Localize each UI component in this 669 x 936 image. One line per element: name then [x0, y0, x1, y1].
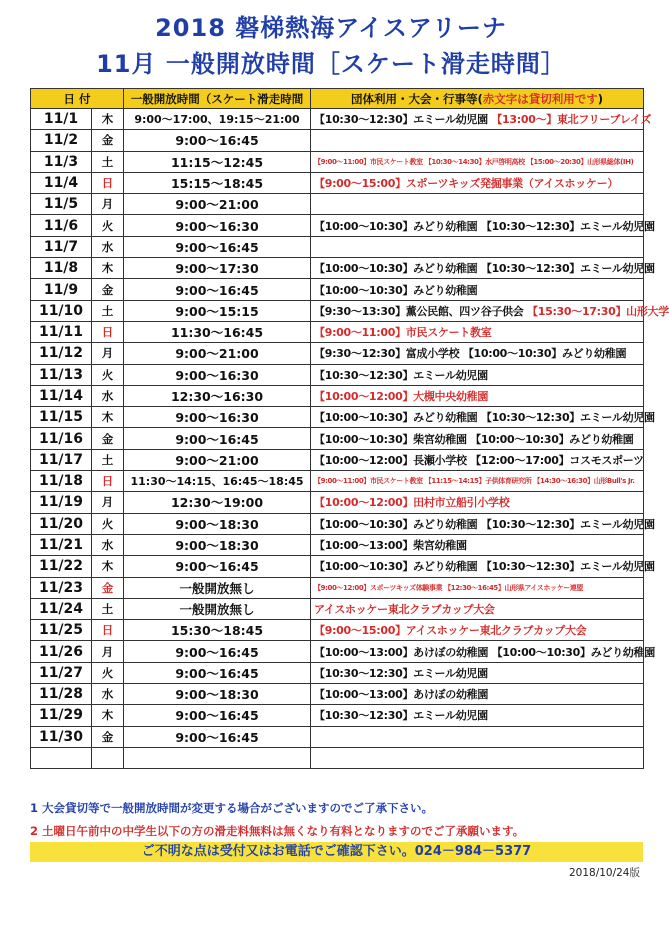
event-entry: 【15:30～17:30】山形大学 — [527, 304, 669, 318]
header-time: 一般開放時間（スケート滑走時間 — [124, 89, 311, 109]
row-day: 月 — [92, 343, 124, 364]
table-row — [31, 598, 644, 619]
row-events — [311, 471, 644, 492]
row-time: 9:00～16:45 — [124, 130, 311, 151]
row-time: 9:00～16:45 — [124, 428, 311, 449]
row-time: 9:00～16:30 — [124, 407, 311, 428]
event-entry: 【9:00～11:00】市民スケート教室 【10:30～14:30】水戸啓明高校 【15:00～20:30】山形県総体(IH) — [314, 157, 634, 166]
table-row — [31, 109, 644, 130]
row-day: 水 — [92, 385, 124, 406]
row-day — [92, 747, 124, 768]
row-day: 木 — [92, 407, 124, 428]
row-day: 火 — [92, 662, 124, 683]
row-date: 11/25 — [31, 620, 92, 641]
table-row — [31, 662, 644, 683]
page-subtitle: 11月 一般開放時間［スケート滑走時間］ — [96, 50, 566, 78]
row-date: 11/24 — [31, 598, 92, 619]
row-events — [311, 364, 644, 385]
row-day: 日 — [92, 620, 124, 641]
row-events — [311, 513, 655, 534]
event-entry: 【10:00～13:00】柴宮幼稚園 — [314, 539, 467, 553]
table-row — [31, 172, 644, 193]
row-day: 木 — [92, 258, 124, 279]
row-time: 9:00～21:00 — [124, 343, 311, 364]
event-entry: 【9:00～11:00】市民スケート教室 【11:15～14:15】子供体育研究所 【14:30～16:30】山形Bull's Jr. — [314, 477, 635, 486]
event-entry: 【10:00～10:30】みどり幼稚園 【10:30～12:30】エミール幼児園 — [314, 517, 655, 531]
row-date: 11/16 — [31, 428, 92, 449]
row-events — [311, 279, 644, 300]
event-entry: 【9:00～15:00】スポーツキッズ発掘事業（アイスホッケー） — [314, 177, 619, 191]
table-row — [31, 577, 644, 598]
table-row — [31, 705, 644, 726]
table-row — [31, 151, 644, 172]
header-events-red: 赤文字は貸切利用です — [482, 91, 598, 106]
row-time: 9:00～16:45 — [124, 236, 311, 257]
row-time: 9:00～16:45 — [124, 662, 311, 683]
row-events — [311, 194, 644, 215]
table-row — [31, 556, 644, 577]
row-day: 火 — [92, 513, 124, 534]
row-date: 11/7 — [31, 236, 92, 257]
event-entry: 【10:00～13:00】あけぼの幼稚園 【10:00～10:30】みどり幼稚園 — [314, 645, 655, 659]
row-date: 11/28 — [31, 684, 92, 705]
table-row — [31, 513, 644, 534]
row-time: 9:00～16:45 — [124, 556, 311, 577]
row-time: 9:00～18:30 — [124, 513, 311, 534]
table-row — [31, 300, 644, 321]
note-1: 1 大会貸切等で一般開放時間が変更する場合がございますのでご了承下さい。 — [30, 801, 434, 815]
table-row — [31, 428, 644, 449]
event-entry: 【10:30～12:30】エミール幼児園 — [314, 666, 488, 680]
event-entry: 【10:00～12:00】大槻中央幼稚園 — [314, 390, 489, 403]
event-entry: 【10:00～12:00】長瀬小学校 【12:00～17:00】コスモスポーツ — [314, 453, 644, 467]
row-date: 11/17 — [31, 449, 92, 470]
row-day: 水 — [92, 236, 124, 257]
row-date: 11/12 — [31, 343, 92, 364]
row-time: 12:30～19:00 — [124, 492, 311, 513]
row-events — [311, 151, 644, 172]
row-time: 9:00～18:30 — [124, 684, 311, 705]
row-day: 土 — [92, 300, 124, 321]
table-row — [31, 343, 644, 364]
row-events — [311, 385, 644, 406]
row-time: 9:00～16:30 — [124, 364, 311, 385]
event-entry: 【9:00～15:00】アイスホッケー東北クラブカップ大会 — [314, 624, 587, 638]
table-row — [31, 747, 644, 768]
row-events — [311, 726, 644, 747]
row-day: 土 — [92, 449, 124, 470]
table-row — [31, 236, 644, 257]
row-time: 11:30～14:15、16:45～18:45 — [124, 471, 311, 492]
schedule-table — [30, 88, 669, 769]
row-day: 木 — [92, 556, 124, 577]
table-row — [31, 385, 644, 406]
row-events — [311, 577, 644, 598]
row-events — [311, 662, 644, 683]
event-entry: 【9:30～13:30】薫公民館、四ツ谷子供会 — [314, 304, 528, 318]
row-time: 一般開放無し — [124, 577, 311, 598]
row-time: 9:00～21:00 — [124, 194, 311, 215]
table-row — [31, 641, 644, 662]
row-day: 月 — [92, 492, 124, 513]
header-events-suffix: ) — [597, 91, 604, 106]
row-date: 11/15 — [31, 407, 92, 428]
row-events — [311, 300, 669, 321]
row-time: 15:15～18:45 — [124, 172, 311, 193]
row-time: 9:00～16:30 — [124, 215, 311, 236]
event-entry: 【10:00～12:00】田村市立船引小学校 — [314, 496, 510, 510]
event-entry: 【9:00～12:00】スポーツキッズ体験事業 【12:30～16:45】山形県アイスホッケー連盟 — [314, 583, 583, 592]
row-date: 11/5 — [31, 194, 92, 215]
row-date: 11/1 — [31, 109, 92, 130]
row-date: 11/4 — [31, 172, 92, 193]
table-row — [31, 726, 644, 747]
event-entry: 【10:30～12:30】エミール幼児園 — [314, 709, 488, 723]
row-day: 金 — [92, 279, 124, 300]
row-events — [311, 407, 655, 428]
row-time: 一般開放無し — [124, 598, 311, 619]
row-events — [311, 684, 644, 705]
header-events-prefix: 団体利用・大会・行事等( — [351, 91, 483, 106]
table-row — [31, 471, 644, 492]
row-day: 金 — [92, 130, 124, 151]
table-row — [31, 130, 644, 151]
row-date: 11/23 — [31, 577, 92, 598]
row-date: 11/20 — [31, 513, 92, 534]
table-row — [31, 364, 644, 385]
row-time: 12:30～16:30 — [124, 385, 311, 406]
event-entry: 【10:00～10:30】みどり幼稚園 【10:30～12:30】エミール幼児園 — [314, 411, 655, 425]
event-entry: 【10:00～10:30】みどり幼稚園 — [314, 283, 478, 297]
row-day: 月 — [92, 641, 124, 662]
row-events — [311, 321, 644, 342]
header-date: 日 付 — [31, 89, 124, 109]
row-day: 日 — [92, 172, 124, 193]
version-label: 2018/10/24版 — [568, 867, 640, 879]
event-entry: 【10:00～13:00】あけぼの幼稚園 — [314, 688, 489, 702]
row-time: 9:00～21:00 — [124, 449, 311, 470]
row-date: 11/14 — [31, 385, 92, 406]
row-time — [124, 747, 311, 768]
table-row — [31, 258, 644, 279]
row-time: 9:00～17:00、19:15～21:00 — [124, 109, 311, 130]
row-day: 木 — [92, 705, 124, 726]
row-events — [311, 428, 644, 449]
row-date: 11/9 — [31, 279, 92, 300]
row-events — [311, 258, 655, 279]
page-title: 2018 磐梯熱海アイスアリーナ — [155, 14, 507, 42]
row-events — [311, 449, 644, 470]
table-row — [31, 279, 644, 300]
event-entry: アイスホッケー東北クラブカップ大会 — [314, 602, 495, 616]
table-row — [31, 215, 644, 236]
row-date: 11/11 — [31, 321, 92, 342]
row-day: 金 — [92, 428, 124, 449]
table-header-row — [31, 89, 644, 109]
row-time: 9:00～16:45 — [124, 641, 311, 662]
table-row — [31, 449, 644, 470]
row-date: 11/6 — [31, 215, 92, 236]
event-entry: 【10:00～10:30】みどり幼稚園 【10:30～12:30】エミール幼児園 — [314, 262, 655, 276]
row-day: 土 — [92, 598, 124, 619]
row-date — [31, 747, 92, 768]
row-events — [311, 556, 655, 577]
table-row — [31, 407, 644, 428]
row-time: 9:00～16:45 — [124, 705, 311, 726]
row-events — [311, 236, 644, 257]
row-events — [311, 130, 644, 151]
row-time: 9:00～17:30 — [124, 258, 311, 279]
row-day: 金 — [92, 577, 124, 598]
row-day: 水 — [92, 534, 124, 555]
row-day: 月 — [92, 194, 124, 215]
row-day: 火 — [92, 364, 124, 385]
header-events — [311, 89, 644, 109]
event-entry: 【10:00～10:30】みどり幼稚園 【10:30～12:30】エミール幼児園 — [314, 560, 655, 574]
row-date: 11/22 — [31, 556, 92, 577]
row-date: 11/21 — [31, 534, 92, 555]
row-time: 9:00～15:15 — [124, 300, 311, 321]
event-entry: 【10:00～10:30】柴宮幼稚園 【10:00～10:30】みどり幼稚園 — [314, 432, 634, 446]
row-date: 11/29 — [31, 705, 92, 726]
row-day: 土 — [92, 151, 124, 172]
event-entry: 【10:30～12:30】エミール幼児園 — [314, 368, 488, 382]
event-entry: 【10:30～12:30】エミール幼児園 — [314, 113, 492, 127]
row-events — [311, 343, 644, 364]
table-row — [31, 684, 644, 705]
row-date: 11/8 — [31, 258, 92, 279]
row-events — [311, 641, 655, 662]
table-row — [31, 321, 644, 342]
row-time: 9:00～16:45 — [124, 279, 311, 300]
row-events — [311, 109, 652, 130]
event-entry: 【9:00～11:00】市民スケート教室 — [314, 326, 492, 340]
table-row — [31, 620, 644, 641]
row-events — [311, 172, 644, 193]
note-2: 2 土曜日午前中の中学生以下の方の滑走料無料は無くなり有料となりますのでご了承願います。 — [30, 824, 525, 838]
table-row — [31, 492, 644, 513]
row-time: 11:30～16:45 — [124, 321, 311, 342]
table-row — [31, 534, 644, 555]
event-entry: 【9:30～12:30】富成小学校 【10:00～10:30】みどり幼稚園 — [314, 347, 627, 361]
event-entry: 【10:00～10:30】みどり幼稚園 【10:30～12:30】エミール幼児園 — [314, 219, 655, 233]
row-time: 11:15～12:45 — [124, 151, 311, 172]
row-date: 11/26 — [31, 641, 92, 662]
row-date: 11/13 — [31, 364, 92, 385]
row-events — [311, 598, 644, 619]
row-time: 9:00～18:30 — [124, 534, 311, 555]
row-date: 11/3 — [31, 151, 92, 172]
row-date: 11/27 — [31, 662, 92, 683]
row-day: 火 — [92, 215, 124, 236]
row-events — [311, 215, 655, 236]
row-events — [311, 492, 644, 513]
contact-banner: ご不明な点は受付又はお電話でご確認下さい。024－984－5377 — [30, 842, 643, 862]
row-date: 11/19 — [31, 492, 92, 513]
row-events — [311, 705, 644, 726]
row-events — [311, 534, 644, 555]
row-date: 11/30 — [31, 726, 92, 747]
row-day: 日 — [92, 321, 124, 342]
row-day: 金 — [92, 726, 124, 747]
row-date: 11/10 — [31, 300, 92, 321]
row-day: 木 — [92, 109, 124, 130]
event-entry: 【13:00～】東北フリーブレイズ — [491, 113, 652, 127]
row-date: 11/2 — [31, 130, 92, 151]
row-date: 11/18 — [31, 471, 92, 492]
row-day: 水 — [92, 684, 124, 705]
row-day: 日 — [92, 471, 124, 492]
table-row — [31, 194, 644, 215]
row-time: 9:00～16:45 — [124, 726, 311, 747]
row-events — [311, 620, 644, 641]
row-time: 15:30～18:45 — [124, 620, 311, 641]
row-events — [311, 747, 644, 768]
